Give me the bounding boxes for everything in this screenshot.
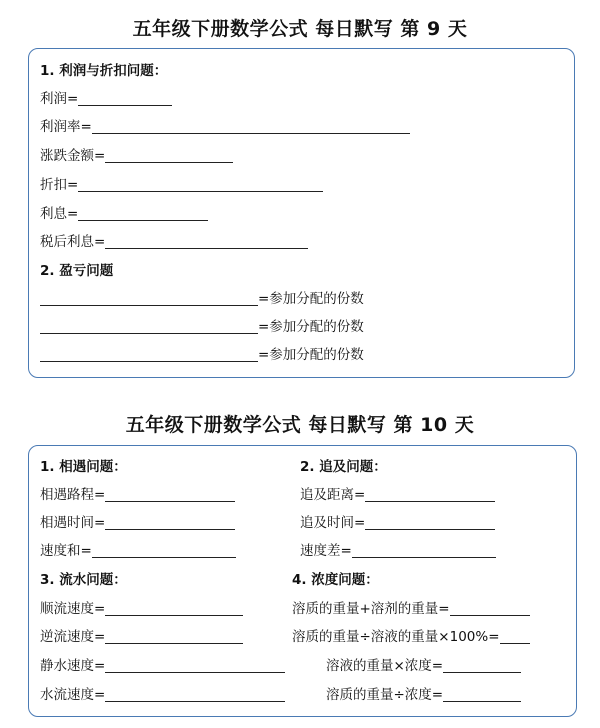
- formula-row: [40, 657, 285, 675]
- formula-row: [292, 600, 530, 618]
- formula-label: 速度和=: [40, 543, 92, 559]
- formula-row: [300, 486, 495, 504]
- answer-blank[interactable]: [105, 234, 308, 249]
- formula-label: 溶质的重量+溶剂的重量=: [292, 601, 450, 617]
- formula-label: 追及距离=: [300, 487, 366, 503]
- formula-row: [40, 318, 364, 336]
- answer-blank[interactable]: [105, 515, 235, 530]
- formula-label: 速度差=: [300, 543, 352, 559]
- section-heading-meeting: 1. 相遇问题：: [40, 459, 127, 475]
- answer-blank[interactable]: [78, 91, 172, 106]
- answer-blank[interactable]: [92, 119, 410, 134]
- formula-label: 溶液的重量×浓度=: [326, 658, 444, 674]
- formula-row: [40, 600, 243, 618]
- formula-row: [326, 657, 521, 675]
- page-title-day9: 五年级下册数学公式 每日默写 第 9 天: [132, 18, 468, 40]
- formula-row: [326, 686, 521, 704]
- formula-label: 溶质的重量÷浓度=: [326, 687, 444, 703]
- formula-label: 折扣=: [40, 177, 79, 193]
- answer-blank[interactable]: [105, 148, 233, 163]
- formula-row: [40, 233, 308, 251]
- formula-label: 水流速度=: [40, 687, 106, 703]
- answer-blank[interactable]: [450, 601, 530, 616]
- answer-blank[interactable]: [40, 291, 258, 306]
- formula-label: 追及时间=: [300, 515, 366, 531]
- answer-blank[interactable]: [365, 487, 495, 502]
- answer-blank[interactable]: [105, 658, 285, 673]
- formula-label: =参加分配的份数: [258, 291, 364, 307]
- section-heading-chase: 2. 追及问题：: [300, 459, 387, 475]
- section-heading-flow: 3. 流水问题：: [40, 572, 127, 588]
- answer-blank[interactable]: [78, 206, 208, 221]
- formula-row: [40, 176, 323, 194]
- answer-blank[interactable]: [105, 687, 285, 702]
- section-heading-profit-discount: 1. 利润与折扣问题：: [40, 63, 168, 79]
- formula-row: [40, 118, 410, 136]
- answer-blank[interactable]: [500, 629, 530, 644]
- formula-label: 相遇路程=: [40, 487, 106, 503]
- formula-label: 涨跌金额=: [40, 148, 106, 164]
- answer-blank[interactable]: [365, 515, 495, 530]
- answer-blank[interactable]: [78, 177, 323, 192]
- formula-row: [40, 628, 243, 646]
- answer-blank[interactable]: [443, 687, 521, 702]
- formula-row: [292, 628, 530, 646]
- formula-row: [40, 147, 233, 165]
- section-heading-concentration: 4. 浓度问题：: [292, 572, 379, 588]
- formula-row: [40, 205, 208, 223]
- formula-label: 溶质的重量÷溶液的重量×100%=: [292, 629, 500, 645]
- formula-row: [40, 514, 235, 532]
- answer-blank[interactable]: [40, 347, 258, 362]
- answer-blank[interactable]: [105, 629, 243, 644]
- formula-row: [40, 290, 364, 308]
- answer-blank[interactable]: [40, 319, 258, 334]
- page-title-day10: 五年级下册数学公式 每日默写 第 10 天: [125, 414, 475, 436]
- formula-row: [40, 486, 235, 504]
- formula-label: 利息=: [40, 206, 79, 222]
- answer-blank[interactable]: [352, 543, 496, 558]
- formula-row: [40, 90, 172, 108]
- formula-label: 静水速度=: [40, 658, 106, 674]
- formula-row: [40, 686, 285, 704]
- formula-label: 税后利息=: [40, 234, 106, 250]
- formula-row: [300, 542, 496, 560]
- formula-row: [40, 542, 236, 560]
- formula-label: =参加分配的份数: [258, 347, 364, 363]
- formula-row: [300, 514, 495, 532]
- formula-label: 相遇时间=: [40, 515, 106, 531]
- formula-label: 顺流速度=: [40, 601, 106, 617]
- formula-label: 逆流速度=: [40, 629, 106, 645]
- formula-row: [40, 346, 364, 364]
- answer-blank[interactable]: [92, 543, 236, 558]
- formula-label: 利润=: [40, 91, 79, 107]
- answer-blank[interactable]: [105, 487, 235, 502]
- answer-blank[interactable]: [105, 601, 243, 616]
- section-heading-surplus-deficit: 2. 盈亏问题: [40, 263, 114, 279]
- formula-label: 利润率=: [40, 119, 92, 135]
- formula-label: =参加分配的份数: [258, 319, 364, 335]
- answer-blank[interactable]: [443, 658, 521, 673]
